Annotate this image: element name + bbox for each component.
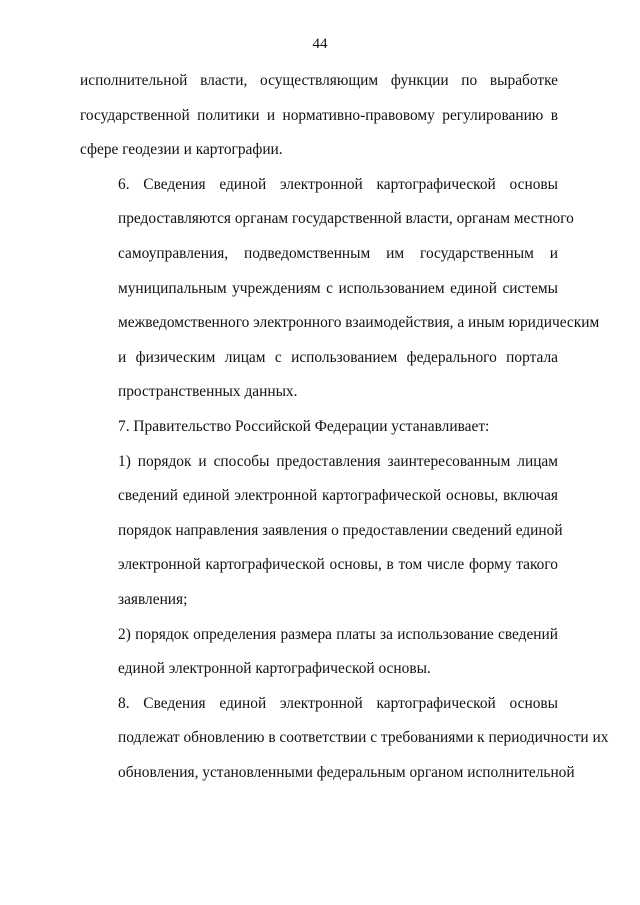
paragraph-line: исполнительной власти, осуществляющим функции по выработке	[80, 72, 558, 89]
paragraph-line: 1) порядок и способы предоставления заинтересованным лицам	[118, 452, 558, 470]
paragraph-item-6	[80, 168, 600, 410]
paragraph-line: заявления;	[118, 590, 188, 608]
paragraph-continuation	[80, 64, 558, 168]
paragraph-line: муниципальным учреждениям с использованием единой системы	[118, 279, 558, 297]
paragraph-item-7-2	[80, 618, 558, 687]
paragraph-line: 6. Сведения единой электронной картографической основы	[118, 175, 558, 193]
paragraph-item-8	[80, 687, 609, 791]
paragraph-line: обновления, установленными федеральным органом исполнительной	[118, 763, 575, 781]
paragraph-line: межведомственного электронного взаимодействия, а иным юридическим	[118, 314, 600, 332]
paragraph-line: сведений единой электронной картографической основы, включая	[118, 487, 558, 505]
paragraph-line: предоставляются органам государственной власти, органам местного	[118, 210, 574, 228]
paragraph-line: 7. Правительство Российской Федерации устанавливает:	[118, 417, 490, 435]
document-body	[80, 64, 609, 790]
paragraph-line: и физическим лицам с использованием федерального портала	[118, 348, 558, 366]
paragraph-line: самоуправления, подведомственным им государственным и	[118, 244, 558, 262]
paragraph-line: 2) порядок определения размера платы за использование сведений	[118, 625, 558, 643]
paragraph-item-7	[80, 410, 558, 445]
paragraph-line: государственной политики и нормативно-правовому регулированию в	[80, 106, 558, 124]
paragraph-line: единой электронной картографической основы.	[118, 660, 431, 678]
paragraph-line: электронной картографической основы, в том числе форму такого	[118, 556, 558, 574]
page-number: 44	[312, 36, 328, 52]
paragraph-line: сфере геодезии и картографии.	[80, 141, 283, 159]
paragraph-line: подлежат обновлению в соответствии с требованиями к периодичности их	[118, 729, 609, 747]
paragraph-line: порядок направления заявления о предоставлении сведений единой	[118, 521, 563, 539]
paragraph-line: 8. Сведения единой электронной картографической основы	[118, 694, 558, 712]
paragraph-item-7-1	[80, 445, 563, 618]
paragraph-line: пространственных данных.	[118, 383, 298, 401]
